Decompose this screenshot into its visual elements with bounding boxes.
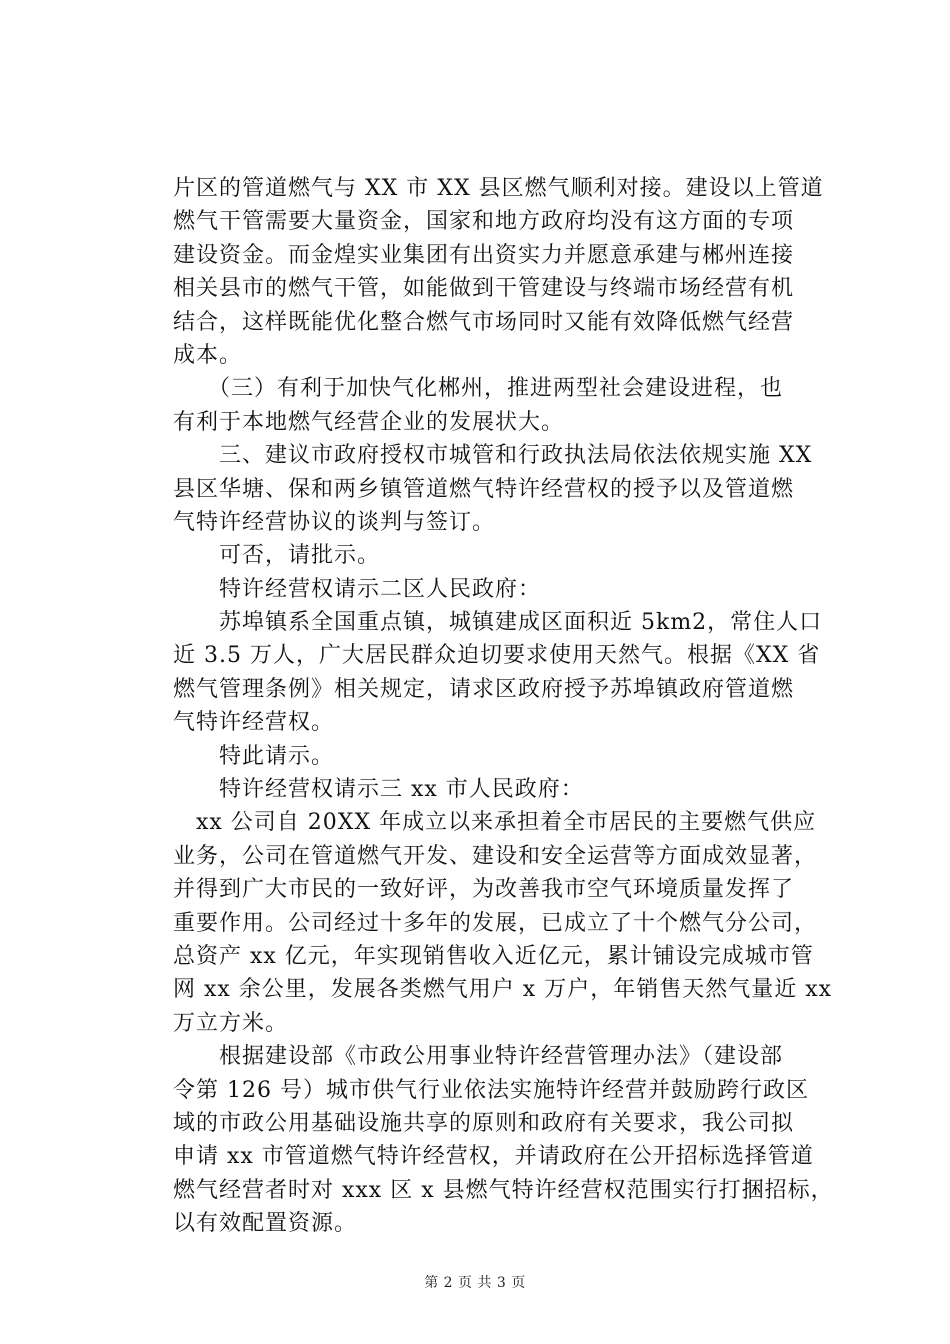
text-line: 令第 126 号）城市供气行业依法实施特许经营并鼓励跨行政区 [173, 1077, 809, 1103]
text-line: 三、建议市政府授权市城管和行政执法局依法依规实施 XX [173, 443, 813, 469]
text-line: 特许经营权请示二区人民政府： [173, 576, 542, 602]
text-line: 气特许经营权。 [173, 710, 335, 736]
text-line: （三）有利于加快气化郴州，推进两型社会建设进程，也 [173, 376, 784, 402]
text-line: 特许经营权请示三 xx 市人民政府： [173, 777, 584, 803]
text-line: 特此请示。 [173, 743, 335, 769]
text-line: 县区华塘、保和两乡镇管道燃气特许经营权的授予以及管道燃 [173, 476, 795, 502]
text-line: 网 xx 余公里，发展各类燃气用户 x 万户，年销售天然气量近 xx [173, 977, 833, 1003]
text-line: xx 公司自 20XX 年成立以来承担着全市居民的主要燃气供应 [173, 810, 817, 836]
text-line: 成本。 [173, 342, 243, 368]
text-line: 业务，公司在管道燃气开发、建设和安全运营等方面成效显著， [173, 843, 818, 869]
text-line: 以有效配置资源。 [173, 1211, 358, 1237]
text-line: 苏埠镇系全国重点镇，城镇建成区面积近 5km2，常住人口 [173, 610, 823, 636]
text-line: 气特许经营协议的谈判与签订。 [173, 509, 496, 535]
text-line: 域的市政公用基础设施共享的原则和政府有关要求，我公司拟 [173, 1110, 795, 1136]
document-body [173, 172, 833, 1241]
page-number-footer: 第 2 页 共 3 页 [424, 1275, 526, 1291]
text-line: 申请 xx 市管道燃气特许经营权，并请政府在公开招标选择管道 [173, 1144, 814, 1170]
text-line: 有利于本地燃气经营企业的发展状大。 [173, 409, 565, 435]
text-line: 燃气干管需要大量资金，国家和地方政府均没有这方面的专项 [173, 209, 795, 235]
text-line: 建设资金。而金煌实业集团有出资实力并愿意承建与郴州连接 [173, 242, 795, 268]
text-line: 总资产 xx 亿元，年实现销售收入近亿元，累计铺设完成城市管 [173, 943, 814, 969]
text-line: 根据建设部《市政公用事业特许经营管理办法》（建设部 [173, 1044, 784, 1070]
text-line: 近 3.5 万人，广大居民群众迫切要求使用天然气。根据《XX 省 [173, 643, 821, 669]
text-line: 可否，请批示。 [173, 543, 381, 569]
text-line: 并得到广大市民的一致好评，为改善我市空气环境质量发挥了 [173, 877, 795, 903]
text-line: 片区的管道燃气与 XX 市 XX 县区燃气顺利对接。建设以上管道 [173, 176, 824, 201]
text-line: 相关县市的燃气干管，如能做到干管建设与终端市场经营有机 [173, 276, 795, 302]
text-line: 燃气管理条例》相关规定，请求区政府授予苏埠镇政府管道燃 [173, 676, 795, 702]
text-line: 万立方米。 [173, 1010, 289, 1036]
text-line: 结合，这样既能优化整合燃气市场同时又能有效降低燃气经营 [173, 309, 795, 335]
text-line: 燃气经营者时对 xxx 区 x 县燃气特许经营权范围实行打捆招标， [173, 1177, 834, 1203]
text-line: 重要作用。公司经过十多年的发展，已成立了十个燃气分公司， [173, 910, 818, 936]
